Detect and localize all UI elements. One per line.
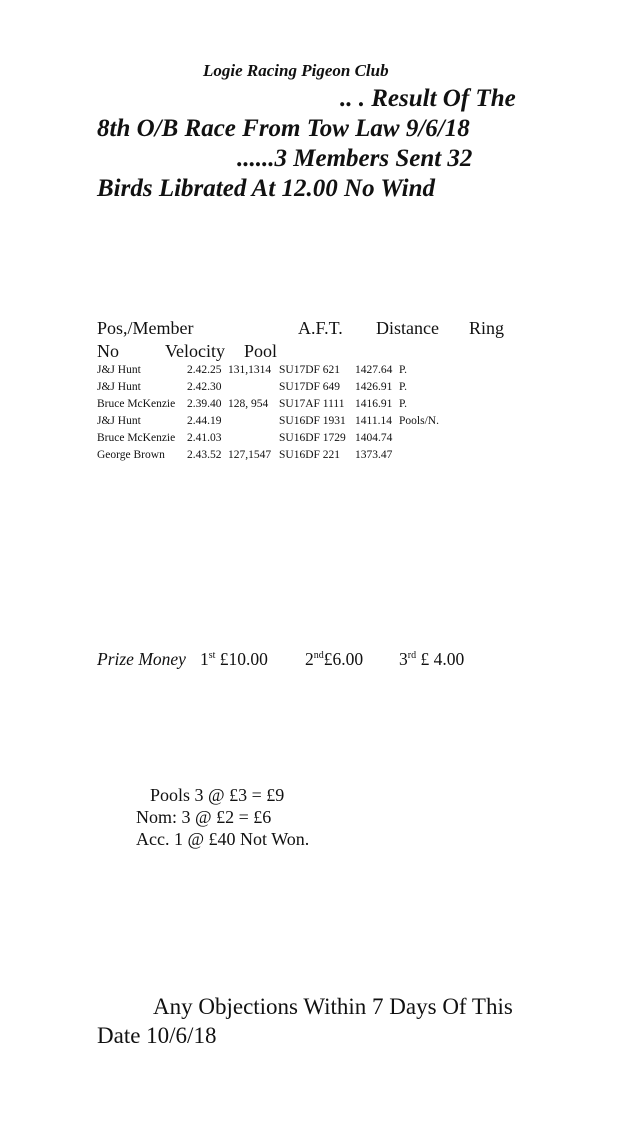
objections-line-2: Date 10/6/18 <box>97 1023 217 1048</box>
headline-line-4: Birds Librated At 12.00 No Wind <box>97 175 436 202</box>
row-ring: SU17AF 1111 <box>279 398 345 410</box>
row-time: 2.42.25 <box>187 364 222 376</box>
row-velocity: 1427.64 <box>355 364 393 376</box>
row-time: 2.41.03 <box>187 432 222 444</box>
club-name: Logie Racing Pigeon Club <box>203 61 389 80</box>
row-member: J&J Hunt <box>97 415 141 427</box>
row-ring: SU16DF 1931 <box>279 415 346 427</box>
row-velocity: 1373.47 <box>355 449 393 461</box>
row-ring: SU17DF 621 <box>279 364 341 376</box>
row-note: P. <box>399 398 407 410</box>
row-velocity: 1426.91 <box>355 381 393 393</box>
header-velocity: Velocity <box>165 341 225 361</box>
row-time: 2.43.52 <box>187 449 222 461</box>
acc-line: Acc. 1 @ £40 Not Won. <box>136 829 310 849</box>
row-member: J&J Hunt <box>97 364 141 376</box>
row-member: Bruce McKenzie <box>97 398 176 410</box>
headline-line-2: 8th O/B Race From Tow Law 9/6/18 <box>97 115 470 142</box>
row-time: 2.42.30 <box>187 381 222 393</box>
prize-first-sup: st <box>208 650 216 661</box>
row-ring: SU17DF 649 <box>279 381 341 393</box>
row-time: 2.44.19 <box>187 415 222 427</box>
prize-second-num: 2 <box>305 649 314 669</box>
nom-line: Nom: 3 @ £2 = £6 <box>136 807 272 827</box>
row-note: P. <box>399 381 407 393</box>
prize-third-sup: rd <box>407 650 417 661</box>
row-note: Pools/N. <box>399 415 439 427</box>
objections-line-1: Any Objections Within 7 Days Of This <box>153 994 513 1019</box>
row-velocity: 1411.14 <box>355 415 392 427</box>
prize-second-sup: nd <box>313 650 324 661</box>
row-member: Bruce McKenzie <box>97 432 176 444</box>
row-ring: SU16DF 1729 <box>279 432 346 444</box>
header-ring: Ring <box>469 318 505 338</box>
headline-line-1: .. . Result Of The <box>340 85 516 112</box>
row-pool-info: 131,1314 <box>228 364 272 376</box>
header-pool: Pool <box>244 341 278 361</box>
header-no: No <box>97 341 119 361</box>
row-ring: SU16DF 221 <box>279 449 341 461</box>
prize-first-num: 1 <box>200 649 209 669</box>
header-aft: A.F.T. <box>298 318 343 338</box>
prize-third-num: 3 <box>399 649 408 669</box>
prize-money-label <box>97 649 186 670</box>
row-pool-info: 127,1547 <box>228 449 272 461</box>
header-distance: Distance <box>376 318 439 338</box>
row-velocity: 1404.74 <box>355 432 393 444</box>
row-note: P. <box>399 364 407 376</box>
prize-first <box>200 649 268 670</box>
prize-money-label-text: Prize Money <box>97 649 186 669</box>
row-pool-info: 128, 954 <box>228 398 269 410</box>
headline-line-3: ......3 Members Sent 32 <box>237 145 473 172</box>
prize-third <box>399 649 464 670</box>
row-member: J&J Hunt <box>97 381 141 393</box>
pools-line: Pools 3 @ £3 = £9 <box>150 785 285 805</box>
row-member: George Brown <box>97 449 165 461</box>
prize-second-amount: £6.00 <box>323 649 364 669</box>
prize-third-amount: £ 4.00 <box>420 649 465 669</box>
prize-first-amount: £10.00 <box>219 649 268 669</box>
row-velocity: 1416.91 <box>355 398 393 410</box>
header-pos-member: Pos,/Member <box>97 318 194 338</box>
row-time: 2.39.40 <box>187 398 222 410</box>
prize-second <box>305 649 363 670</box>
